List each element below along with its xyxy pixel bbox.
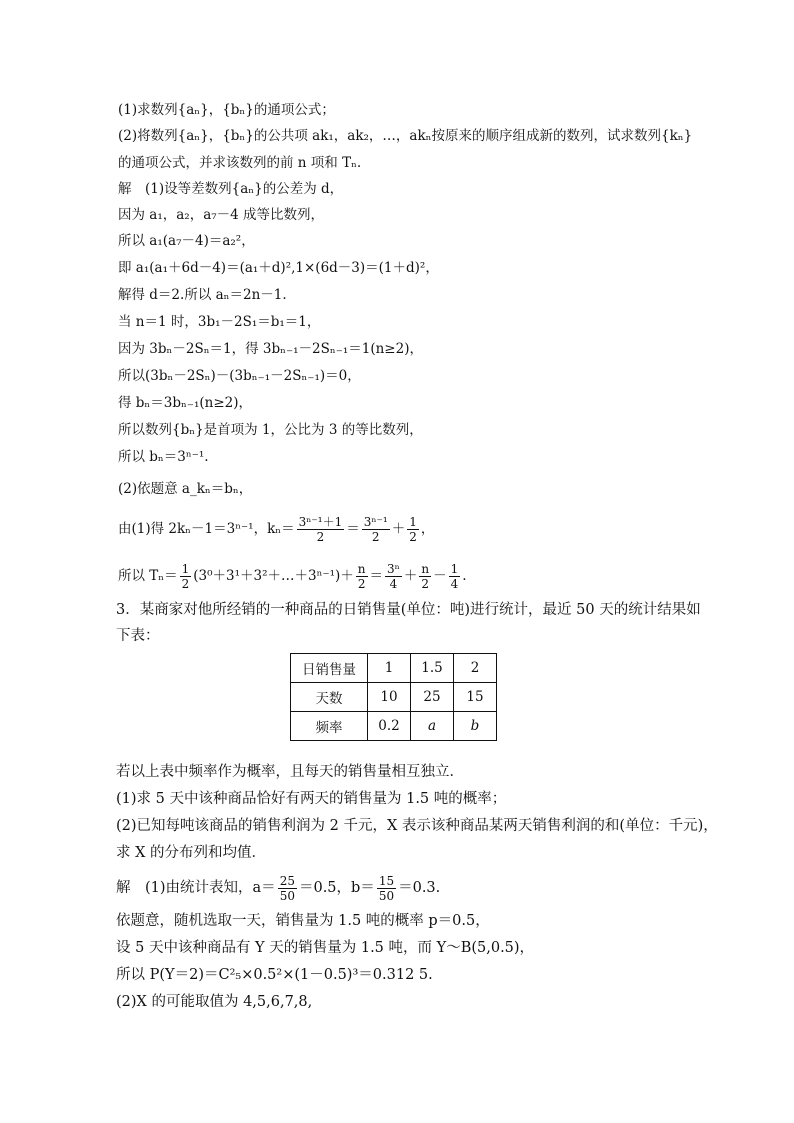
q2-tn-formula <box>118 560 467 592</box>
a-fraction-den: 50 <box>279 888 295 903</box>
kn-end: ， <box>420 521 435 537</box>
table-cell: 15 <box>454 683 497 712</box>
q3-after-table: 若以上表中频率作为概率，且每天的销售量相互独立． <box>116 764 464 780</box>
q2-solution-line: 因为 a₁，a₂，a₇－4 成等比数列， <box>118 207 325 223</box>
table-row <box>291 654 497 683</box>
q2-solution-line: 所以数列{bₙ}是首项为 1，公比为 3 的等比数列， <box>118 422 423 438</box>
table-cell: 1.5 <box>411 654 454 683</box>
table-cell: 1 <box>368 654 411 683</box>
q2-kn-formula <box>118 513 434 545</box>
q3-sol-b-result: ＝0.3. <box>398 880 441 896</box>
q3-sol-a-result: ＝0.5，b＝ <box>298 880 375 896</box>
tn-fraction-4-num: n <box>421 562 430 576</box>
q2-solution-line: 因为 3bₙ－2Sₙ＝1，得 3bₙ₋₁－2Sₙ₋₁＝1(n≥2)， <box>118 341 423 357</box>
a-fraction <box>278 874 297 903</box>
kn-fraction-1 <box>297 515 345 544</box>
q3-solution-line: 设 5 天中该种商品有 Y 天的销售量为 1.5 吨，而 Y～B(5,0.5)， <box>116 940 535 956</box>
tn-fraction-2-den: 2 <box>357 577 366 591</box>
kn-fraction-2 <box>362 515 390 544</box>
q2-solution-line: 所以(3bₙ－2Sₙ)－(3bₙ₋₁－2Sₙ₋₁)＝0， <box>118 368 361 384</box>
table-row <box>291 712 497 741</box>
tn-fraction-5-num: 1 <box>450 562 459 576</box>
q2-solution-line: (2)依题意 a_kₙ＝bₙ， <box>118 481 253 497</box>
sales-table <box>290 653 497 741</box>
tn-fraction-1-num: 1 <box>181 562 190 576</box>
table-row <box>291 683 497 712</box>
tn-fraction-4-den: 2 <box>421 577 430 591</box>
table-cell: 10 <box>368 683 411 712</box>
tn-fraction-2 <box>356 562 368 591</box>
tn-fraction-2-num: n <box>357 562 366 576</box>
q3-part2-line1: (2)已知每吨该商品的销售利润为 2 千元，X 表示该种商品某两天销售利润的和(单位：千元)， <box>116 818 718 834</box>
table-cell: a <box>411 712 454 741</box>
q3-stem-line1: 3．某商家对他所经销的一种商品的日销售量(单位：吨)进行统计，最近 50 天的统计结果如 <box>116 602 701 618</box>
tn-fraction-3-den: 4 <box>389 577 398 591</box>
tn-plus: ＋ <box>403 568 418 584</box>
tn-fraction-5-den: 4 <box>450 577 459 591</box>
kn-fraction-3 <box>407 515 419 544</box>
tn-fraction-1-den: 2 <box>181 577 190 591</box>
kn-fraction-1-den: 2 <box>316 530 325 544</box>
kn-fraction-2-num: 3ⁿ⁻¹ <box>363 515 388 529</box>
q3-solution-line: 所以 P(Y＝2)＝C²₅×0.5²×(1－0.5)³＝0.312 5. <box>116 967 433 983</box>
kn-fraction-3-num: 1 <box>409 515 417 529</box>
q3-solution-line: 依题意，随机选取一天，销售量为 1.5 吨的概率 p＝0.5， <box>116 913 490 929</box>
q2-solution-line: 解得 d＝2.所以 aₙ＝2n－1. <box>118 287 287 303</box>
b-fraction <box>377 874 396 903</box>
tn-middle: (3⁰＋3¹＋3²＋…＋3ⁿ⁻¹)＋ <box>193 568 354 584</box>
table-cell: 天数 <box>291 683 368 712</box>
tn-fraction-5 <box>449 562 461 591</box>
q2-solution-line: 当 n＝1 时，3b₁－2S₁＝b₁＝1， <box>118 314 321 330</box>
q3-sol-prefix: 解 (1)由统计表知，a＝ <box>116 880 276 896</box>
tn-minus: － <box>433 568 447 584</box>
tn-end: . <box>462 568 467 584</box>
b-fraction-num: 15 <box>378 873 395 888</box>
q2-part1: (1)求数列{aₙ}，{bₙ}的通项公式； <box>118 102 335 118</box>
table-cell: 日销售量 <box>291 654 368 683</box>
tn-fraction-3 <box>385 562 402 591</box>
b-fraction-den: 50 <box>378 888 395 903</box>
q2-solution-line: 得 bₙ＝3bₙ₋₁(n≥2)， <box>118 395 253 411</box>
q2-part2-line2: 的通项公式，并求该数列的前 n 项和 Tₙ. <box>118 155 362 171</box>
kn-fraction-3-den: 2 <box>409 530 417 544</box>
tn-fraction-4 <box>419 562 431 591</box>
table-cell: 2 <box>454 654 497 683</box>
kn-fraction-1-num: 3ⁿ⁻¹＋1 <box>298 515 343 529</box>
q3-solution-ab <box>116 872 440 904</box>
q2-solution-line: 即 a₁(a₁＋6d－4)＝(a₁＋d)²,1×(6d－3)＝(1＋d)²， <box>118 260 439 276</box>
kn-fraction-2-den: 2 <box>371 530 380 544</box>
a-fraction-num: 25 <box>279 873 295 888</box>
tn-equals: ＝ <box>369 568 384 584</box>
q2-solution-line: 解 (1)设等差数列{aₙ}的公差为 d， <box>118 181 344 197</box>
q3-part2-line2: 求 X 的分布列和均值． <box>116 845 267 861</box>
q2-part2-line1: (2)将数列{aₙ}，{bₙ}的公共项 ak₁，ak₂，…，akₙ按原来的顺序组成新的数列，试求数列{kₙ} <box>118 128 693 144</box>
table-cell: 0.2 <box>368 712 411 741</box>
kn-prefix: 由(1)得 2kₙ－1＝3ⁿ⁻¹，kₙ＝ <box>118 521 295 537</box>
tn-fraction-3-num: 3ⁿ <box>387 562 400 576</box>
tn-fraction-1 <box>180 562 192 591</box>
table-cell: 25 <box>411 683 454 712</box>
kn-plus: ＋ <box>391 521 406 537</box>
q3-part1: (1)求 5 天中该种商品恰好有两天的销售量为 1.5 吨的概率； <box>116 791 507 807</box>
tn-prefix: 所以 Tₙ＝ <box>118 568 178 584</box>
kn-equals: ＝ <box>346 521 360 537</box>
table-cell: b <box>454 712 497 741</box>
q2-solution-line: 所以 bₙ＝3ⁿ⁻¹. <box>118 449 209 465</box>
q2-solution-line: 所以 a₁(a₇－4)＝a₂²， <box>118 233 255 249</box>
q3-solution-line: (2)X 的可能取值为 4,5,6,7,8, <box>116 994 313 1010</box>
q3-stem-line2: 下表： <box>116 628 160 644</box>
table-cell: 频率 <box>291 712 368 741</box>
